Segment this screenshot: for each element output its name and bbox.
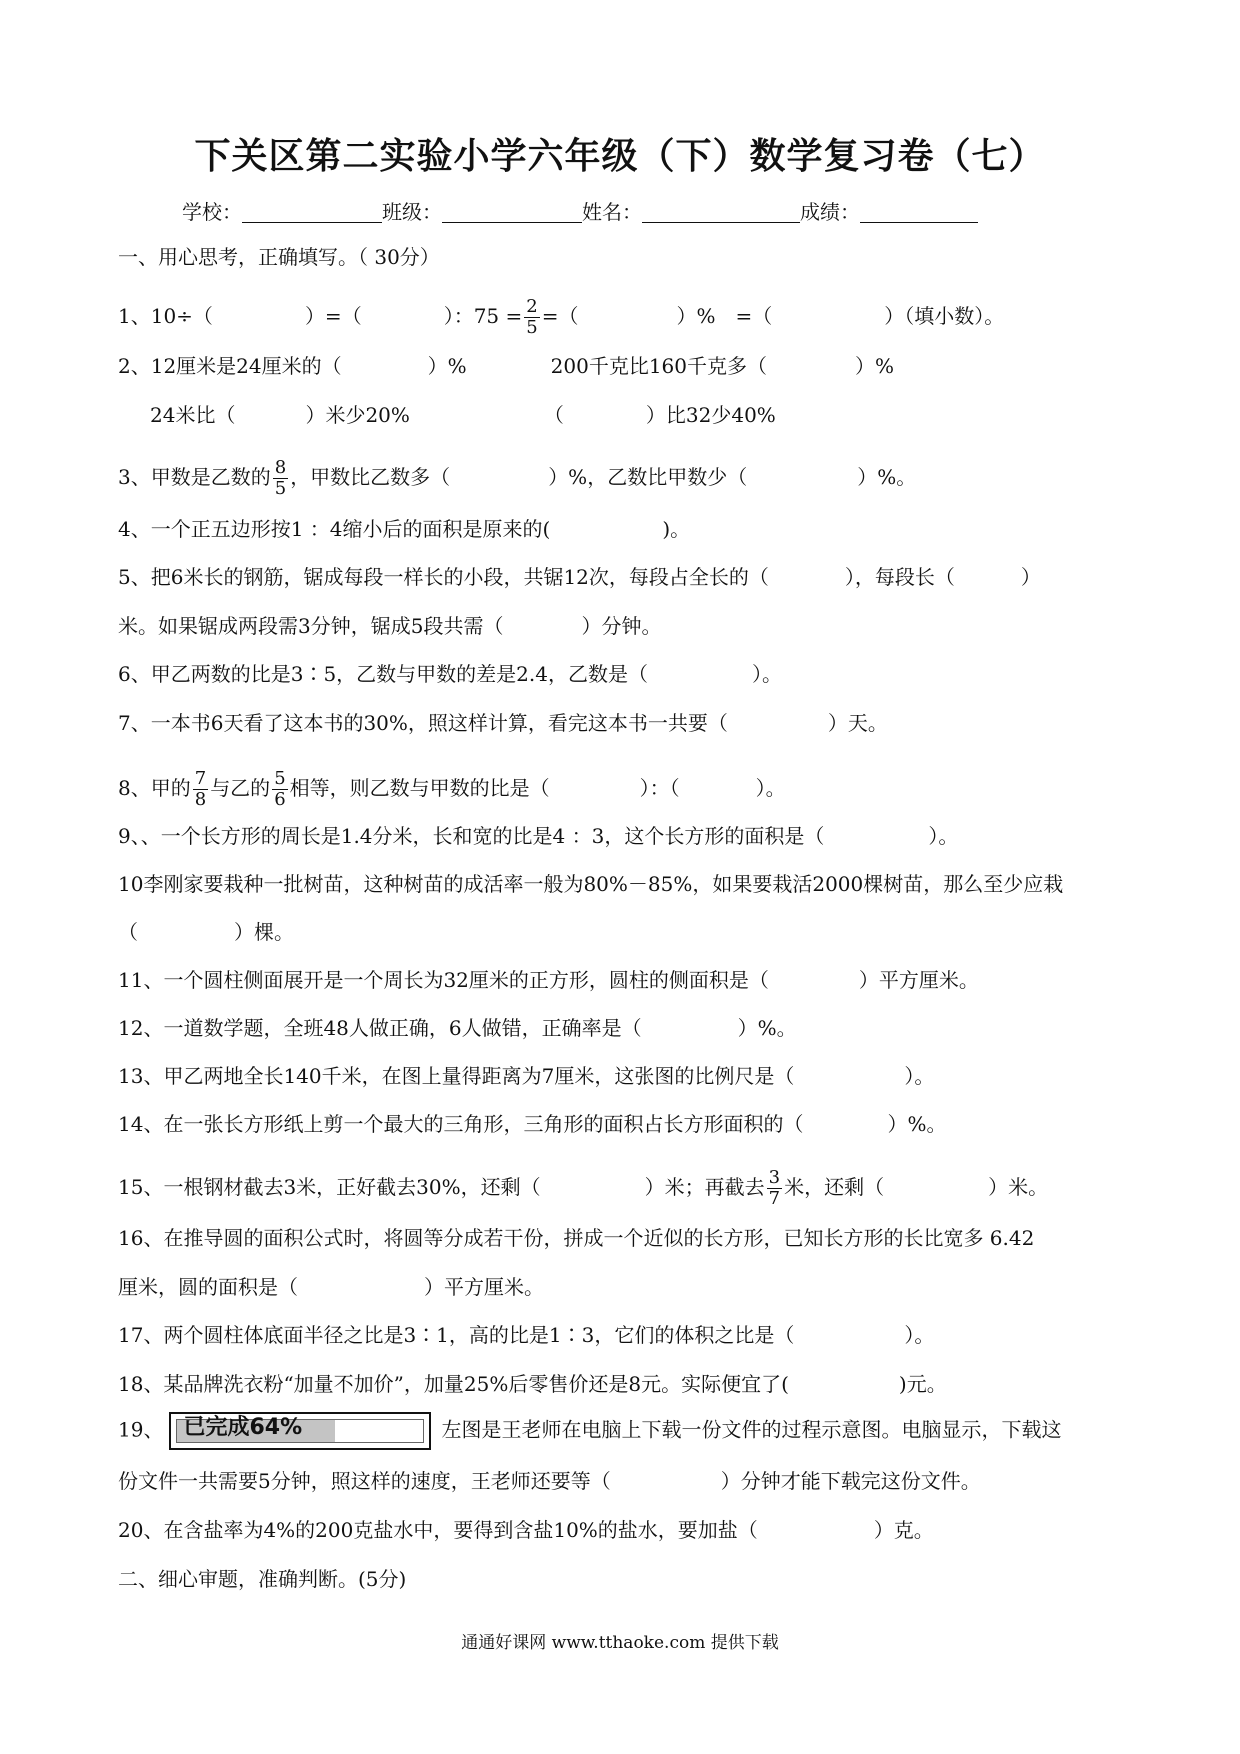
class-field[interactable] [442, 202, 582, 223]
footer-credit: 通通好课网 www.tthaoke.com 提供下载 [461, 1633, 779, 1653]
question-9: 9、、一个长方形的周长是1.4分米，长和宽的比是4 ：3，这个长方形的面积是（ ）。 [118, 824, 959, 848]
fraction-3-7: $\frac{3}{7}$ [768, 1167, 781, 1209]
fraction-8-5: $\frac{8}{5}$ [274, 457, 287, 499]
question-11: 11、一个圆柱侧面展开是一个周长为32厘米的正方形，圆柱的侧面积是（ ）平方厘米。 [118, 968, 979, 992]
name-field[interactable] [642, 202, 800, 223]
question-16-line-2: 厘米，圆的面积是（ ）平方厘米。 [118, 1275, 544, 1299]
fraction-5-6: $\frac{5}{6}$ [274, 768, 286, 810]
score-field[interactable] [860, 202, 978, 223]
question-10-line-1: 10李刚家要栽种一批树苗，这种树苗的成活率一般为80%－85%，如果要栽活2000棵树苗，那么至少应栽 [118, 872, 1064, 896]
name-label: 姓名： [582, 200, 642, 224]
question-10-line-2: （ ）棵。 [118, 920, 294, 944]
question-17: 17、两个圆柱体底面半径之比是3∶1，高的比是1∶3，它们的体积之比是（ ）。 [118, 1323, 935, 1347]
question-1: 1、10÷（ ）=（ ）：75 = $\frac{2}{5}$ =（ ）% =（ ）（填小数）。 [118, 296, 1005, 338]
question-20: 20、在含盐率为4%的200克盐水中，要得到含盐10%的盐水，要加盐（ ）克。 [118, 1518, 934, 1542]
school-label: 学校： [182, 200, 242, 224]
question-8: 8、甲的 $\frac{7}{8}$ 与乙的 $\frac{5}{6}$ 相等，则乙数与甲数的比是（ ）：（ ）。 [118, 768, 786, 810]
school-field[interactable] [242, 202, 382, 223]
question-18: 18、某品牌洗衣粉“加量不加价”，加量25%后零售价还是8元。实际便宜了( )元。 [118, 1372, 947, 1396]
download-progress-bar [169, 1412, 431, 1450]
question-19-line-1: 19、 已完成64% 左图是王老师在电脑上下载一份文件的过程示意图。电脑显示，下载这 [118, 1412, 1061, 1450]
question-5-line-1: 5、把6米长的钢筋，锯成每段一样长的小段，共锯12次，每段占全长的（ ），每段长（ ） [118, 565, 1041, 589]
question-13: 13、甲乙两地全长140千米，在图上量得距离为7厘米，这张图的比例尺是（ ）。 [118, 1064, 935, 1088]
student-info-row [182, 196, 978, 225]
fraction-7-8: $\frac{7}{8}$ [194, 768, 207, 810]
progress-label: 已完成64% [183, 1415, 303, 1440]
question-6: 6、甲乙两数的比是3∶5，乙数与甲数的差是2.4，乙数是（ ）。 [118, 662, 782, 686]
question-5-line-2: 米。如果锯成两段需3分钟，锯成5段共需（ ）分钟。 [118, 614, 662, 638]
question-2-line-2: 24米比（ ）米少20% （ ）比32少40% [150, 403, 776, 427]
score-label: 成绩： [800, 200, 860, 224]
question-4: 4、一个正五边形按1 ：4缩小后的面积是原来的( )。 [118, 517, 691, 541]
question-7: 7、一本书6天看了这本书的30%，照这样计算，看完这本书一共要（ ）天。 [118, 711, 888, 735]
question-12: 12、一道数学题，全班48人做正确，6人做错，正确率是（ ）%。 [118, 1016, 797, 1040]
question-2-line-1: 2、12厘米是24厘米的（ ）% 200千克比160千克多（ ）% [118, 354, 895, 378]
class-label: 班级： [382, 200, 442, 224]
section-2-heading: 二、细心审题，准确判断。(5分) [118, 1567, 407, 1591]
question-15: 15、一根钢材截去3米，正好截去30%，还剩（ ）米；再截去 $\frac{3}{7}$ 米，还剩（ ）米。 [118, 1167, 1049, 1209]
question-3: 3、甲数是乙数的 $\frac{8}{5}$ ，甲数比乙数多（ ）%，乙数比甲数少（ ）%。 [118, 457, 917, 499]
page-title: 下关区第二实验小学六年级（下）数学复习卷（七） [194, 135, 1046, 177]
section-1-heading: 一、用心思考，正确填写。（ 30分） [118, 245, 440, 269]
question-19-line-2: 份文件一共需要5分钟，照这样的速度，王老师还要等（ ）分钟才能下载完这份文件。 [118, 1469, 981, 1493]
fraction-2-5: $\frac{2}{5}$ [526, 296, 538, 338]
question-14: 14、在一张长方形纸上剪一个最大的三角形，三角形的面积占长方形面积的（ ）%。 [118, 1112, 947, 1136]
question-16-line-1: 16、在推导圆的面积公式时，将圆等分成若干份，拼成一个近似的长方形，已知长方形的长比宽多 6.42 [118, 1226, 1035, 1250]
